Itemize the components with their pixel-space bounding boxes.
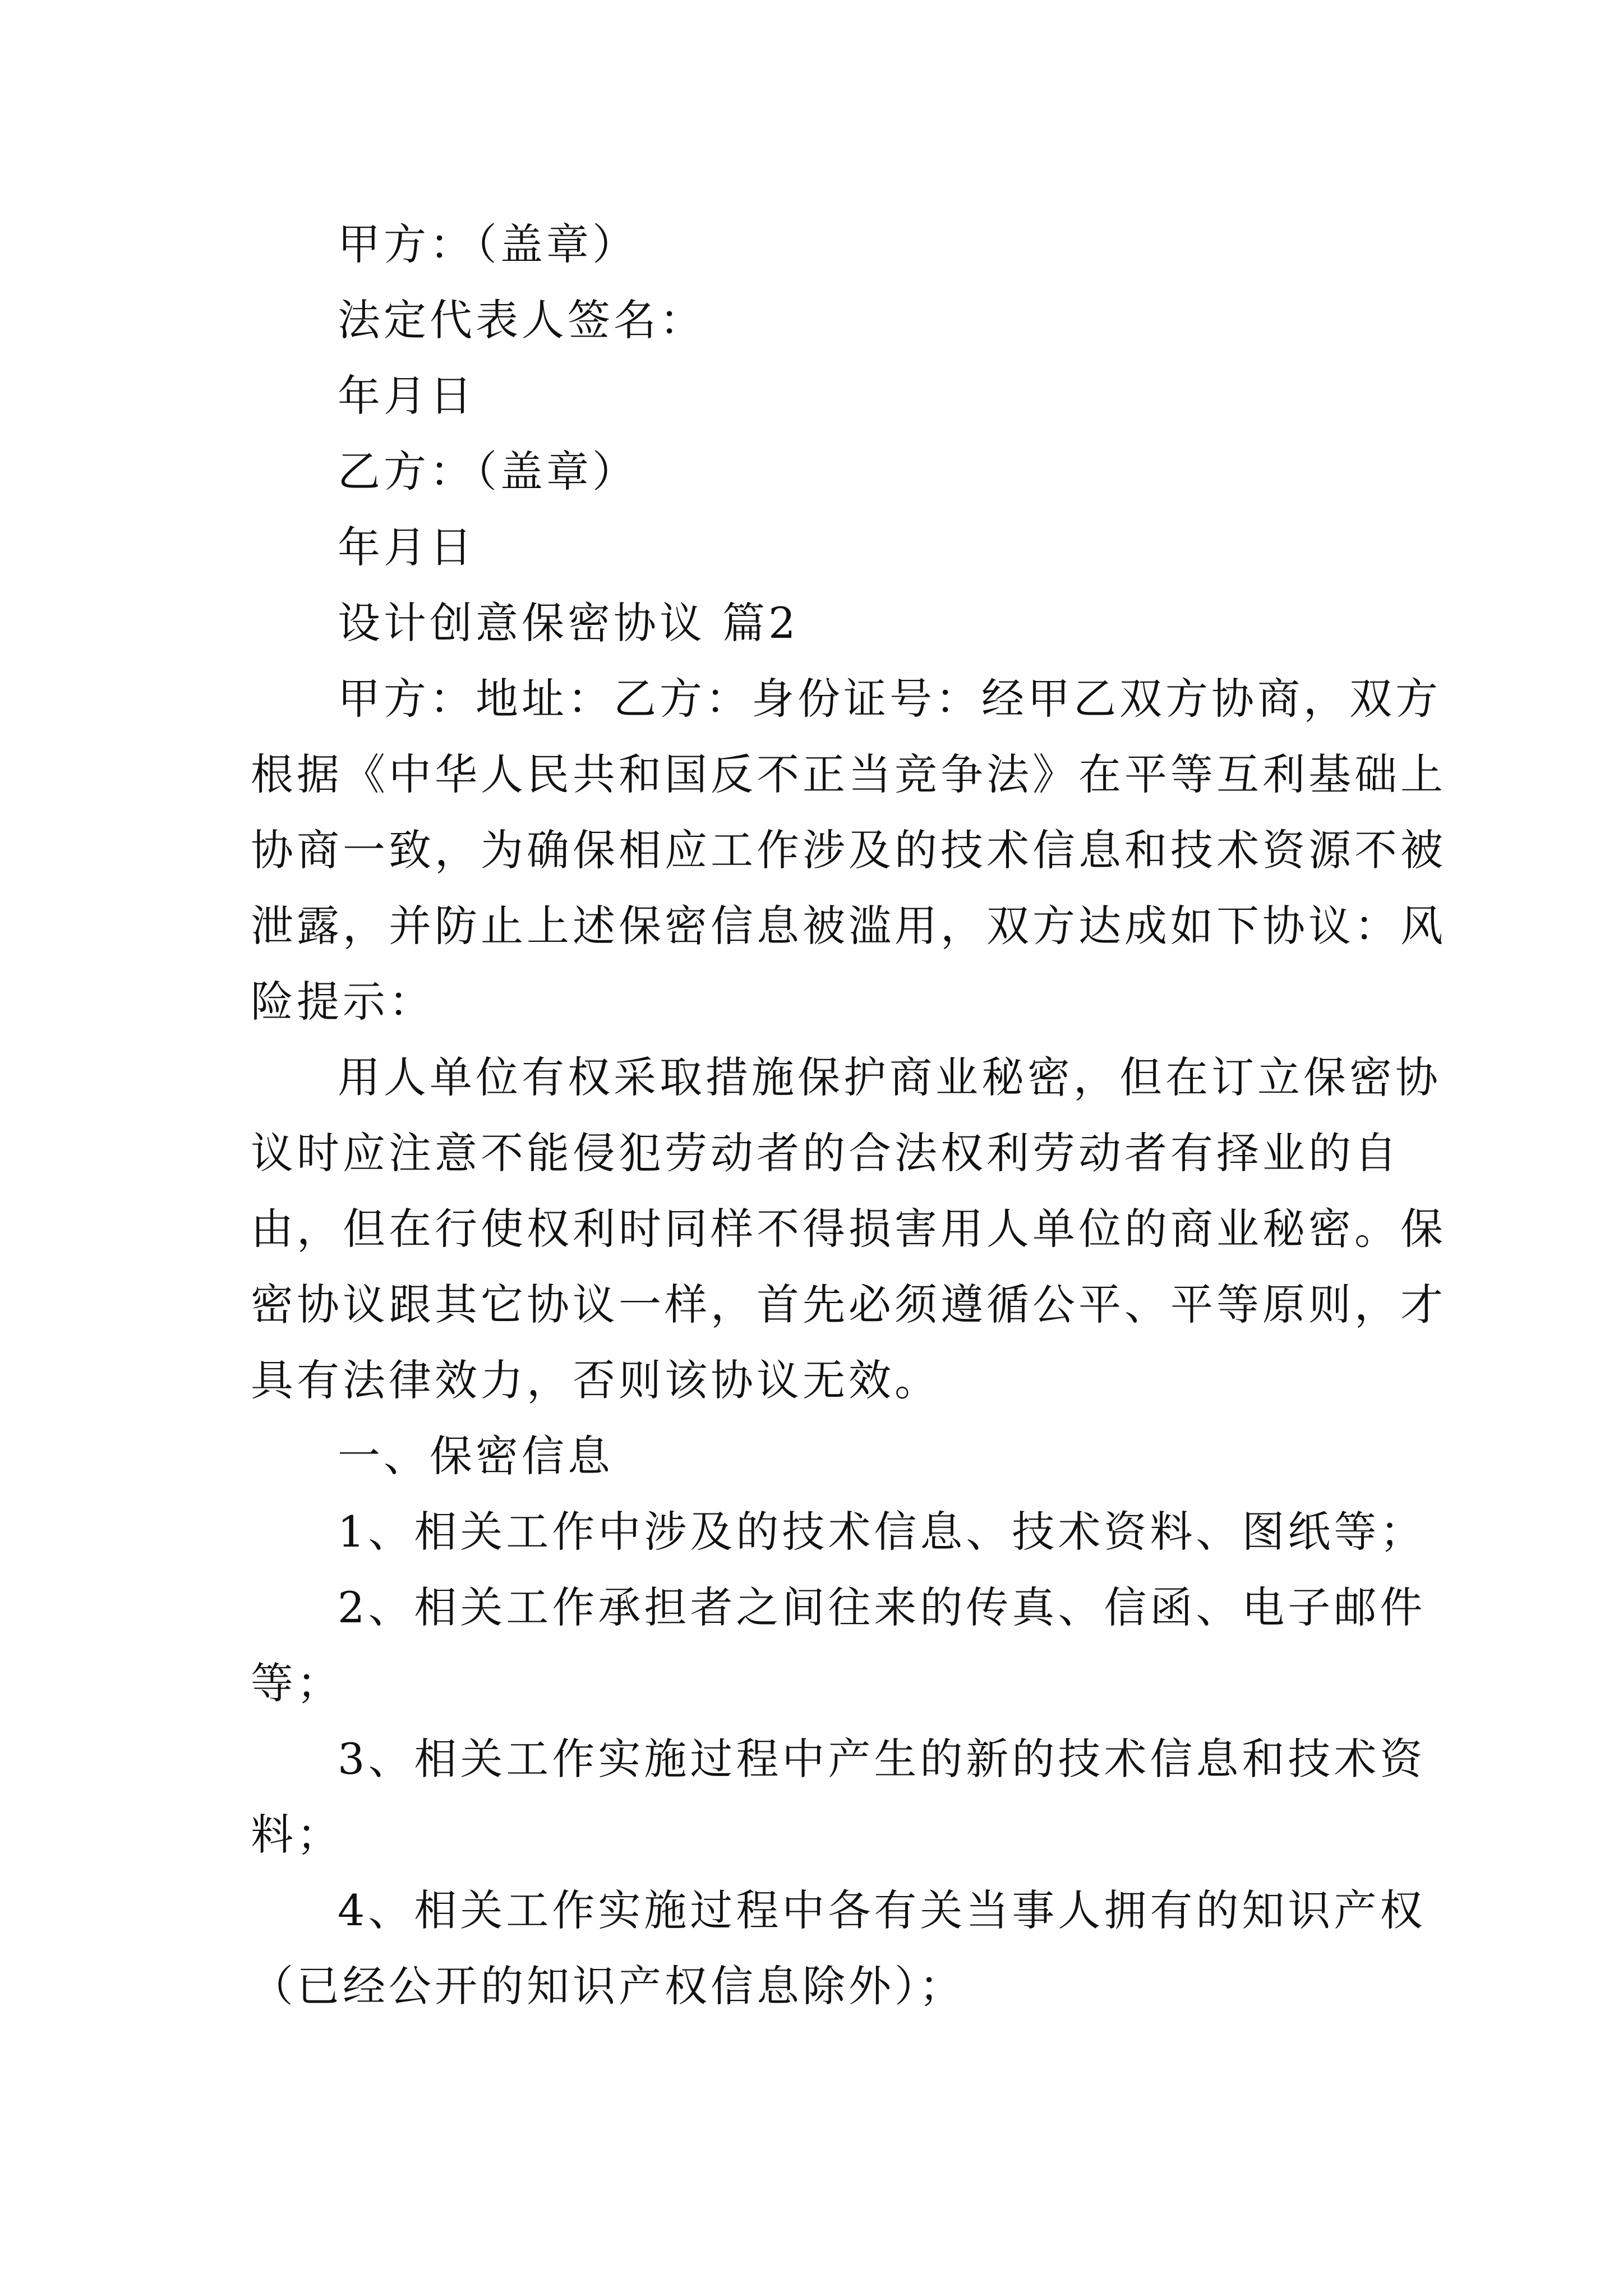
text-line: 密协议跟其它协议一样，首先必须遵循公平、平等原则，才 (251, 1280, 1446, 1329)
text-line: 用人单位有权采取措施保护商业秘密，但在订立保密协 (338, 1052, 1441, 1102)
text-line: 一、保密信息 (338, 1431, 614, 1481)
text-line: 议时应注意不能侵犯劳动者的合法权利劳动者有择业的自 (251, 1128, 1400, 1178)
text-line: 1、相关工作中涉及的技术信息、技术资料、图纸等； (338, 1507, 1426, 1557)
text-line: 甲方：地址：乙方：身份证号：经甲乙双方协商，双方 (338, 674, 1441, 724)
text-line: 甲方：（盖章） (338, 219, 638, 269)
text-line: 年月日 (338, 371, 476, 421)
text-line: 根据《中华人民共和国反不正当竞争法》在平等互利基础上 (251, 749, 1446, 799)
text-line: （已经公开的知识产权信息除外）； (251, 1961, 965, 2011)
text-line: 设计创意保密协议 篇2 (338, 598, 799, 648)
text-line: 乙方：（盖章） (338, 447, 638, 496)
text-line: 具有法律效力，否则该协议无效。 (251, 1355, 940, 1405)
text-line: 等； (251, 1658, 343, 1708)
text-line: 险提示： (251, 977, 435, 1027)
text-line: 由，但在行使权利时同样不得损害用人单位的商业秘密。保 (251, 1204, 1446, 1254)
text-line: 法定代表人签名： (338, 295, 706, 345)
text-line: 2、相关工作承担者之间往来的传真、信函、电子邮件 (338, 1582, 1426, 1632)
text-line: 4、相关工作实施过程中各有关当事人拥有的知识产权 (338, 1885, 1426, 1935)
text-line: 年月日 (338, 522, 476, 572)
text-line: 3、相关工作实施过程中产生的新的技术信息和技术资 (338, 1734, 1426, 1784)
text-line: 料； (251, 1810, 343, 1860)
document-body (251, 206, 1446, 2024)
text-line: 泄露，并防止上述保密信息被滥用，双方达成如下协议：风 (251, 901, 1446, 951)
text-line: 协商一致，为确保相应工作涉及的技术信息和技术资源不被 (251, 825, 1446, 875)
